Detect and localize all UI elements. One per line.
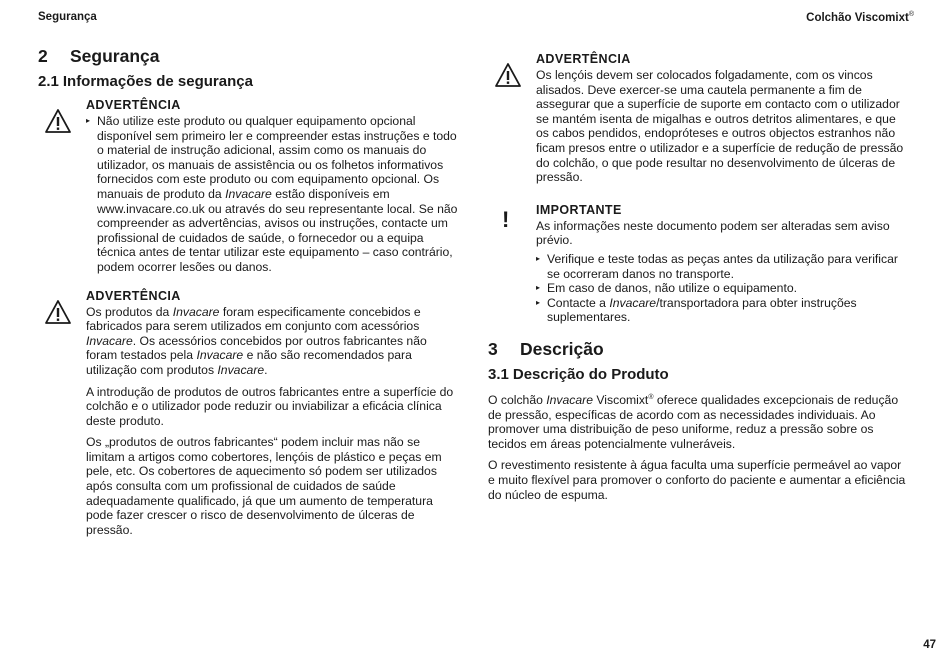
warning-title: ADVERTÊNCIA <box>536 52 631 66</box>
paragraph: A introdução de produtos de outros fabricantes entre a superfície do colchão e o utilizador pode reduzir ou inviabilizar a eficácia clínica deste produto. <box>86 384 454 428</box>
exclamation-icon: ! <box>502 206 510 232</box>
warning-title: ADVERTÊNCIA <box>86 288 181 303</box>
list-item: ▸ Contacte a Invacare/transportadora para obter instruções suplementares. <box>536 296 908 325</box>
warning-note-2 <box>38 289 458 538</box>
paragraph: Os lençóis devem ser colocados folgadamente, com os vincos alisados. Deve exercer-se uma cautela permanente a fim de assegurar que a superfície de suporte em contacto com o utilizador se mantém isenta de migalhas e outros detritos alimentares, e que os cabos pendidos, endopróteses e outros objectos estranhos não ficam presos entre o utilizador e a superfície de redução de pressão do colchão, o que pode resultar no desenvolvimento de úlceras de pressão. <box>536 68 904 185</box>
paragraph: O revestimento resistente à água faculta uma superfície permeável ao vapor e muito flexível para promover o conforto do paciente e aumentar a eficiência do núcleo de espuma. <box>488 458 906 502</box>
warning-triangle-icon <box>44 299 72 325</box>
warning-note-3 <box>488 52 908 185</box>
warning-triangle-icon <box>494 62 522 88</box>
section-heading: 2 Segurança <box>38 46 160 66</box>
right-column <box>488 52 908 509</box>
left-column <box>38 46 458 551</box>
paragraph: Os „produtos de outros fabricantes“ podem incluir mas não se limitam a artigos como cobertores, lençóis de plástico e peças em pele, etc. Os cobertores de aquecimento só podem ser utilizados após consulta com um profissional de cuidados de saúde adequadamente qualificado, já que um aumento de temperatura pode fazer crescer o risco de desenvolvimento de úlceras de pressão. <box>86 435 442 537</box>
important-list <box>536 252 908 325</box>
warning-triangle-icon <box>44 108 72 134</box>
paragraph: Os produtos da Invacare foram especificamente concebidos e fabricados para serem utilizados em conjunto com acessórios Invacare. Os acessórios concebidos por outros fabricantes não foram testados pela Invacare e não são recomendados para utilização com produtos Invacare. <box>86 304 427 377</box>
warning-list <box>86 114 458 275</box>
subsection-heading: 3.1 Descrição do Produto <box>488 365 669 383</box>
list-item: ▸ Verifique e teste todas as peças antes da utilização para verificar se ocorreram danos no transporte. <box>536 252 908 281</box>
running-header-left: Segurança <box>38 11 97 23</box>
warning-title: ADVERTÊNCIA <box>86 98 181 112</box>
running-header-right: Colchão Viscomixt® <box>806 11 914 24</box>
subsection-heading: 2.1 Informações de segurança <box>38 73 253 90</box>
list-item: ▸ Em caso de danos, não utilize o equipamento. <box>536 281 908 296</box>
paragraph: O colchão Invacare Viscomixt® oferece qualidades excepcionais de redução de pressão, específicas de acordo com as necessidades individuais. Ao promover uma distribuição de peso uniforme, reduz a pressão sobre os tecidos em áreas potencialmente vulneráveis. <box>488 392 899 451</box>
important-title: IMPORTANTE <box>536 202 622 217</box>
section-heading: 3 Descrição <box>488 338 604 359</box>
page-number: 47 <box>923 639 936 651</box>
important-note <box>488 203 908 325</box>
paragraph: As informações neste documento podem ser alteradas sem aviso prévio. <box>536 218 890 248</box>
list-item: ▸ Não utilize este produto ou qualquer equipamento opcional disponível sem primeiro ler e compreender estas instruções e todo o material de instrução adicional, assim como os manuais do utilizador, os manuais de assistência ou os folhetos informativos fornecidos com este produto ou com equipamento opcional. Os manuais de produto da Invacare estão disponíveis em www.invacare.co.uk ou através do seu representante local. Se não compreender as advertências, avisos ou instruções, contacte um profissional de cuidados de saúde, o fornecedor ou a equipa técnica antes de tentar utilizar este equipamento – caso contrário, podem ocorrer lesões ou danos. <box>86 114 458 275</box>
warning-note-1 <box>38 98 458 275</box>
